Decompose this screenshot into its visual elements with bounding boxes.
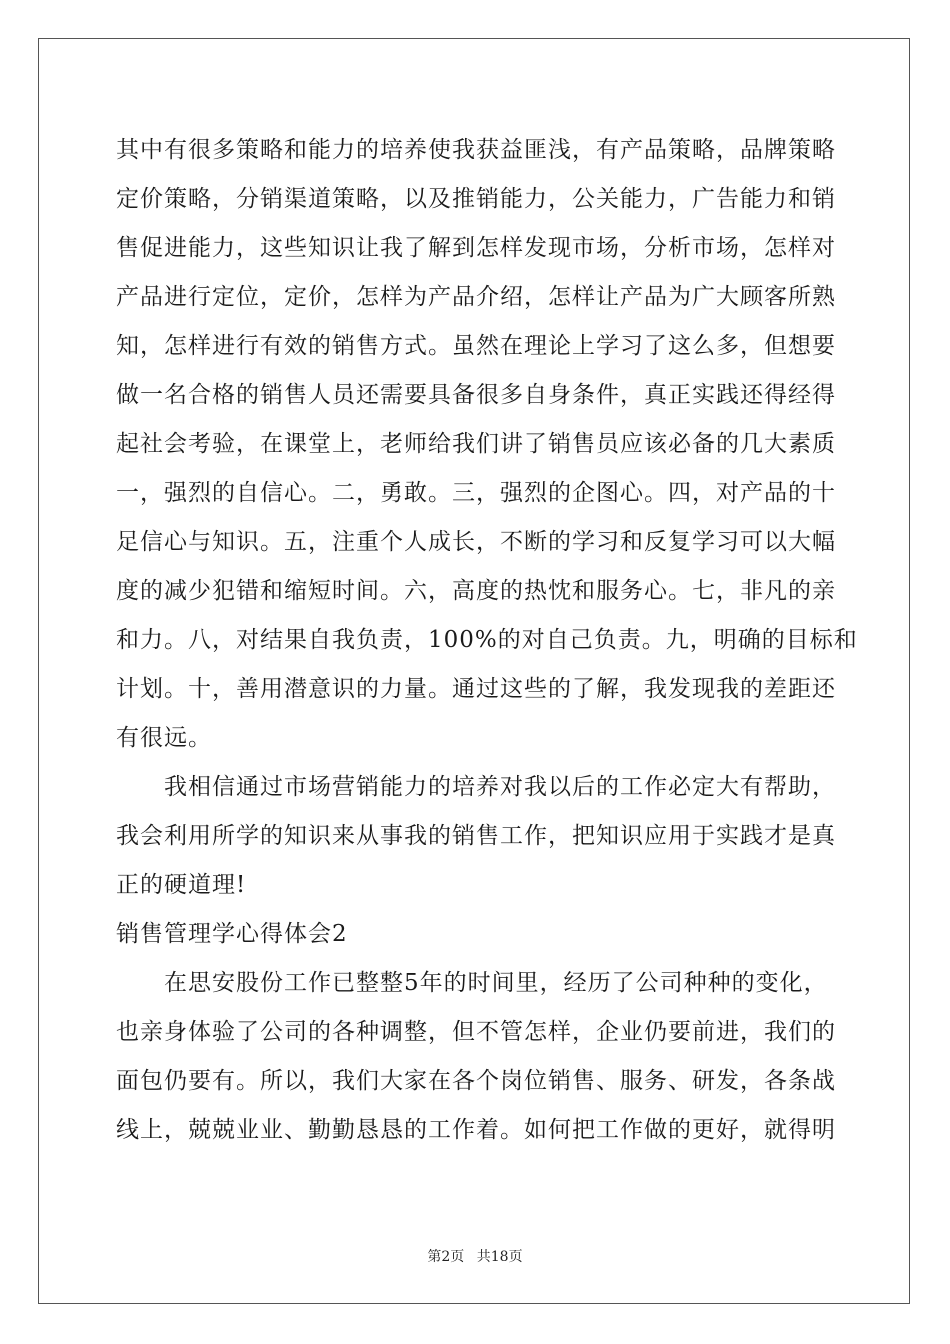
text-line: 做一名合格的销售人员还需要具备很多自身条件，真正实践还得经得 bbox=[116, 382, 836, 408]
text-line: 其中有很多策略和能力的培养使我获益匪浅，有产品策略，品牌策略 bbox=[116, 137, 836, 163]
text-line: 足信心与知识。五，注重个人成长，不断的学习和反复学习可以大幅 bbox=[116, 529, 836, 555]
text-line: 起社会考验，在课堂上，老师给我们讲了销售员应该必备的几大素质 bbox=[116, 431, 836, 457]
text-line: 度的减少犯错和缩短时间。六，高度的热忱和服务心。七，非凡的亲 bbox=[116, 578, 836, 604]
text-line: 有很远。 bbox=[116, 725, 212, 751]
text-line: 面包仍要有。所以，我们大家在各个岗位销售、服务、研发，各条战 bbox=[116, 1068, 836, 1094]
text-line: 正的硬道理! bbox=[116, 872, 247, 898]
page-total: 共18页 bbox=[476, 1249, 523, 1265]
text-line: 一，强烈的自信心。二，勇敢。三，强烈的企图心。四，对产品的十 bbox=[116, 480, 836, 506]
text-line: 售促进能力，这些知识让我了解到怎样发现市场，分析市场，怎样对 bbox=[116, 235, 836, 261]
text-line: 知，怎样进行有效的销售方式。虽然在理论上学习了这么多，但想要 bbox=[116, 333, 836, 359]
page-footer bbox=[0, 1246, 950, 1266]
text-line: 和力。八，对结果自我负责，100%的对自己负责。九，明确的目标和 bbox=[116, 627, 858, 653]
text-line: 我会利用所学的知识来从事我的销售工作，把知识应用于实践才是真 bbox=[116, 823, 836, 849]
text-line: 也亲身体验了公司的各种调整，但不管怎样，企业仍要前进，我们的 bbox=[116, 1019, 836, 1045]
text-line: 我相信通过市场营销能力的培养对我以后的工作必定大有帮助， bbox=[116, 774, 836, 800]
text-line: 线上，兢兢业业、勤勤恳恳的工作着。如何把工作做的更好，就得明 bbox=[116, 1117, 836, 1143]
text-line: 在思安股份工作已整整5年的时间里，经历了公司种种的变化， bbox=[116, 970, 828, 996]
text-line: 定价策略，分销渠道策略，以及推销能力，公关能力，广告能力和销 bbox=[116, 186, 836, 212]
page-number: 第2页 bbox=[427, 1249, 465, 1265]
section-heading: 销售管理学心得体会2 bbox=[116, 921, 348, 947]
text-line: 计划。十，善用潜意识的力量。通过这些的了解，我发现我的差距还 bbox=[116, 676, 836, 702]
document-body bbox=[116, 126, 858, 1155]
text-line: 产品进行定位，定价，怎样为产品介绍，怎样让产品为广大顾客所熟 bbox=[116, 284, 836, 310]
